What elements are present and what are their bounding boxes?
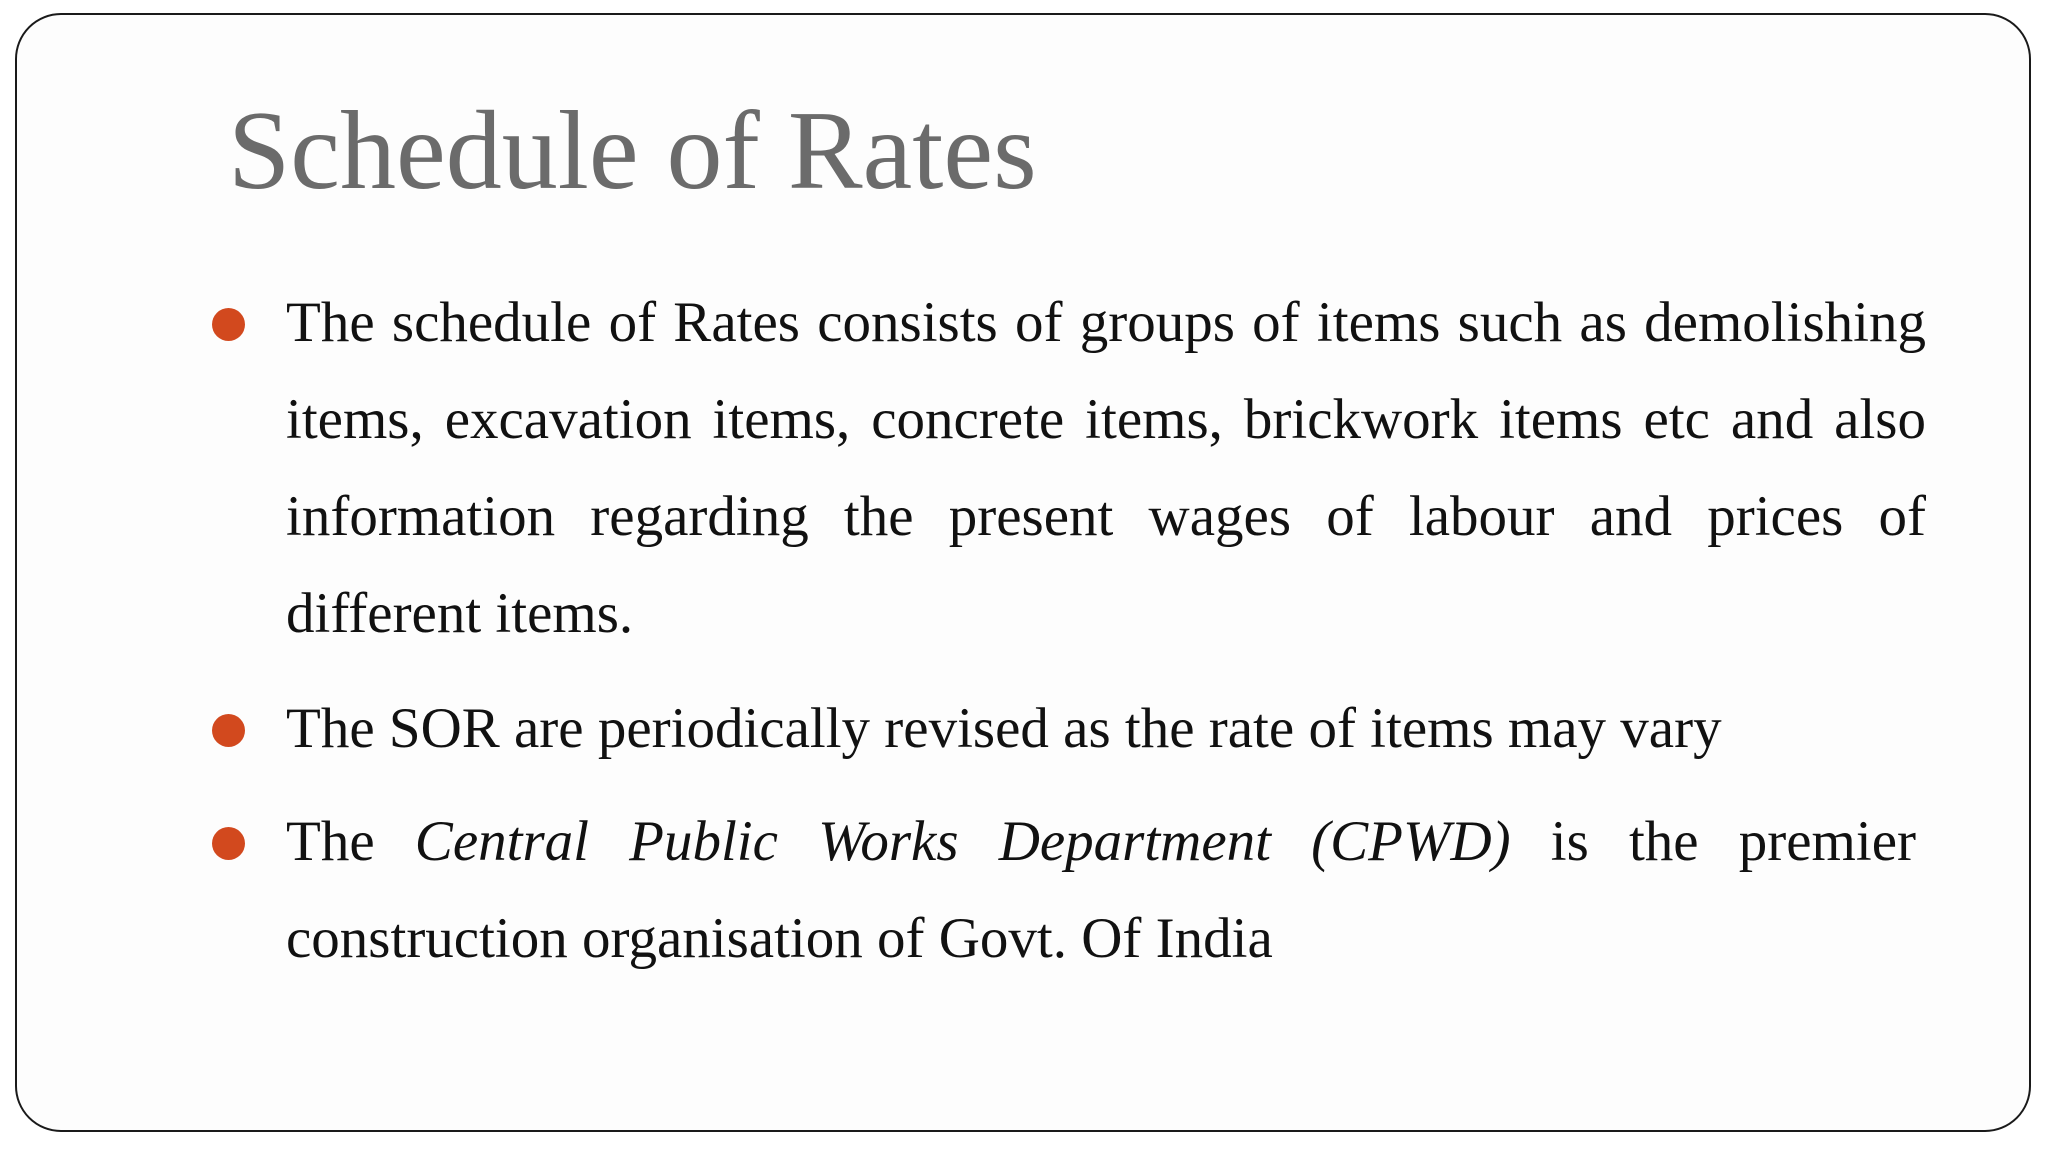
bullet-text <box>286 793 1916 987</box>
bullet-dot-icon <box>212 827 245 860</box>
bullet-text-prefix: The <box>286 810 415 873</box>
bullet-dot-icon <box>212 308 245 341</box>
bullet-dot-icon <box>212 714 245 747</box>
bullet-text-suffix: is the premier construction organisation of Govt. Of India <box>286 810 1916 970</box>
bullet-text: The SOR are periodically revised as the rate of items may vary <box>286 697 1722 760</box>
bullet-text: The schedule of Rates consists of groups of items such as demolishing items, excavation items, concrete items, brickwork items etc and also information regarding the present wages of labour and prices of different items. <box>286 291 1926 645</box>
cpwd-emphasis: Central Public Works Department (CPWD) <box>414 810 1511 873</box>
slide-title: Schedule of Rates <box>228 89 1037 213</box>
